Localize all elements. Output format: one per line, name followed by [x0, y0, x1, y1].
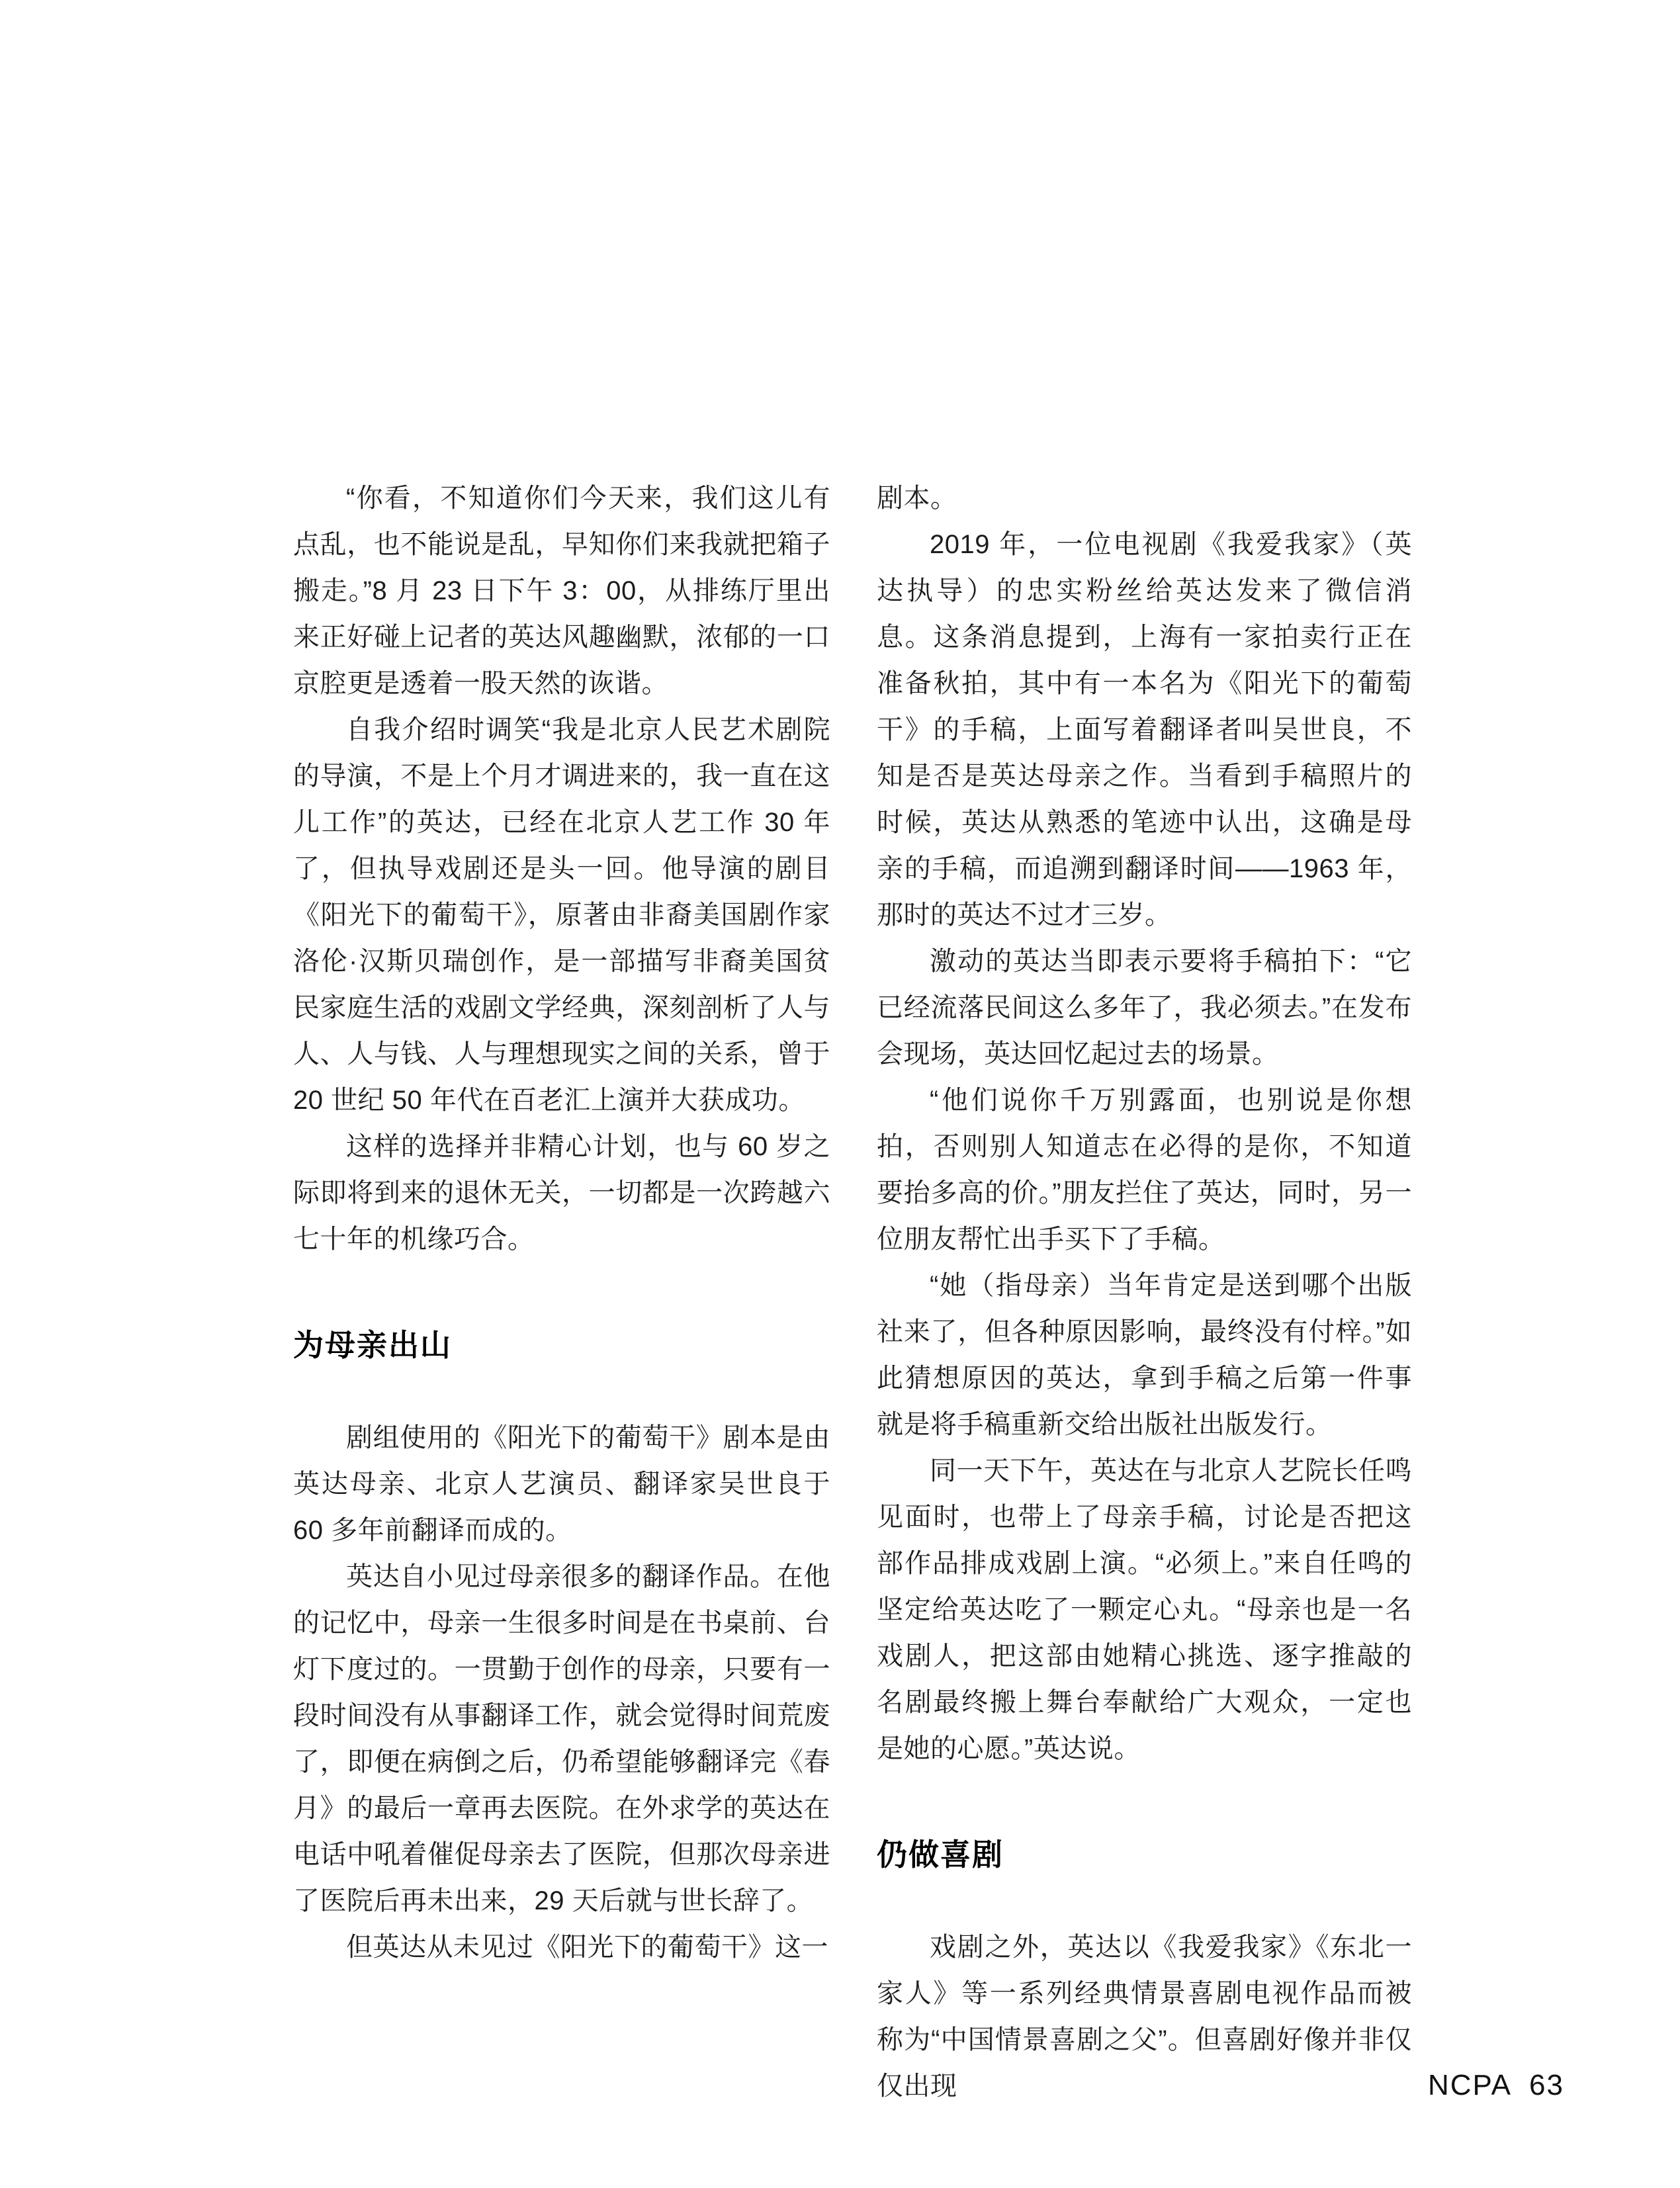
body-paragraph: 戏剧之外，英达以《我爱我家》《东北一家人》等一系列经典情景喜剧电视作品而被称为“中国情景喜剧之父”。但喜剧好像并非仅仅出现: [877, 1933, 1412, 2101]
body-paragraph: 这样的选择并非精心计划，也与 60 岁之际即将到来的退休无关，一切都是一次跨越六七十年的机缘巧合。: [293, 1132, 830, 1254]
body-paragraph: 英达自小见过母亲很多的翻译作品。在他的记忆中，母亲一生很多时间是在书桌前、台灯下度过的。一贯勤于创作的母亲，只要有一段时间没有从事翻译工作，就会觉得时间荒废了，即便在病倒之后，仍希望能够翻译完《春月》的最后一章再去医院。在外求学的英达在电话中吼着催促母亲去了医院，但那次母亲进了医院后再未出来，29 天后就与世长辞了。: [293, 1562, 830, 1915]
body-paragraph: 剧组使用的《阳光下的葡萄干》剧本是由英达母亲、北京人艺演员、翻译家吴世良于 60 多年前翻译而成的。: [293, 1423, 830, 1545]
body-paragraph: 激动的英达当即表示要将手稿拍下：“它已经流落民间这么多年了，我必须去。”在发布会现场，英达回忆起过去的场景。: [877, 947, 1412, 1069]
section-heading: 仍做喜剧: [877, 1837, 1004, 1872]
body-paragraph: 剧本。: [877, 484, 957, 513]
body-paragraph: 但英达从未见过《阳光下的葡萄干》这一: [346, 1933, 828, 1962]
article-column-left: [293, 475, 830, 1970]
body-paragraph: “她（指母亲）当年肯定是送到哪个出版社来了，但各种原因影响，最终没有付梓。”如此猜想原因的英达，拿到手稿之后第一件事就是将手稿重新交给出版社出版发行。: [877, 1271, 1412, 1439]
section-heading: 为母亲出山: [293, 1328, 452, 1362]
body-paragraph: “他们说你千万别露面，也别说是你想拍，否则别人知道志在必得的是你，不知道要抬多高的价。”朋友拦住了英达，同时，另一位朋友帮忙出手买下了手稿。: [877, 1086, 1412, 1254]
article-column-right: [877, 475, 1412, 2109]
page-footer: [1428, 2068, 1564, 2103]
page-number: 63: [1528, 2069, 1564, 2101]
magazine-name: NCPA: [1428, 2069, 1512, 2101]
body-paragraph: 2019 年，一位电视剧《我爱我家》（英达执导）的忠实粉丝给英达发来了微信消息。这条消息提到，上海有一家拍卖行正在准备秋拍，其中有一本名为《阳光下的葡萄干》的手稿，上面写着翻译者叫吴世良，不知是否是英达母亲之作。当看到手稿照片的时候，英达从熟悉的笔迹中认出，这确是母亲的手稿，而追溯到翻译时间——1963 年，那时的英达不过才三岁。: [877, 530, 1412, 930]
body-paragraph: “你看，不知道你们今天来，我们这儿有点乱，也不能说是乱，早知你们来我就把箱子搬走。”8 月 23 日下午 3：00，从排练厅里出来正好碰上记者的英达风趣幽默，浓郁的一口京腔更是透着一股天然的诙谐。: [293, 484, 830, 698]
body-paragraph: 同一天下午，英达在与北京人艺院长任鸣见面时，也带上了母亲手稿，讨论是否把这部作品排成戏剧上演。“必须上。”来自任鸣的坚定给英达吃了一颗定心丸。“母亲也是一名戏剧人，把这部由她精心挑选、逐字推敲的名剧最终搬上舞台奉献给广大观众，一定也是她的心愿。”英达说。: [877, 1456, 1412, 1763]
body-paragraph: 自我介绍时调笑“我是北京人民艺术剧院的导演，不是上个月才调进来的，我一直在这儿工作”的英达，已经在北京人艺工作 30 年了，但执导戏剧还是头一回。他导演的剧目《阳光下的葡萄干》，原著由非裔美国剧作家洛伦·汉斯贝瑞创作，是一部描写非裔美国贫民家庭生活的戏剧文学经典，深刻剖析了人与人、人与钱、人与理想现实之间的关系，曾于 20 世纪 50 年代在百老汇上演并大获成功。: [293, 715, 830, 1115]
